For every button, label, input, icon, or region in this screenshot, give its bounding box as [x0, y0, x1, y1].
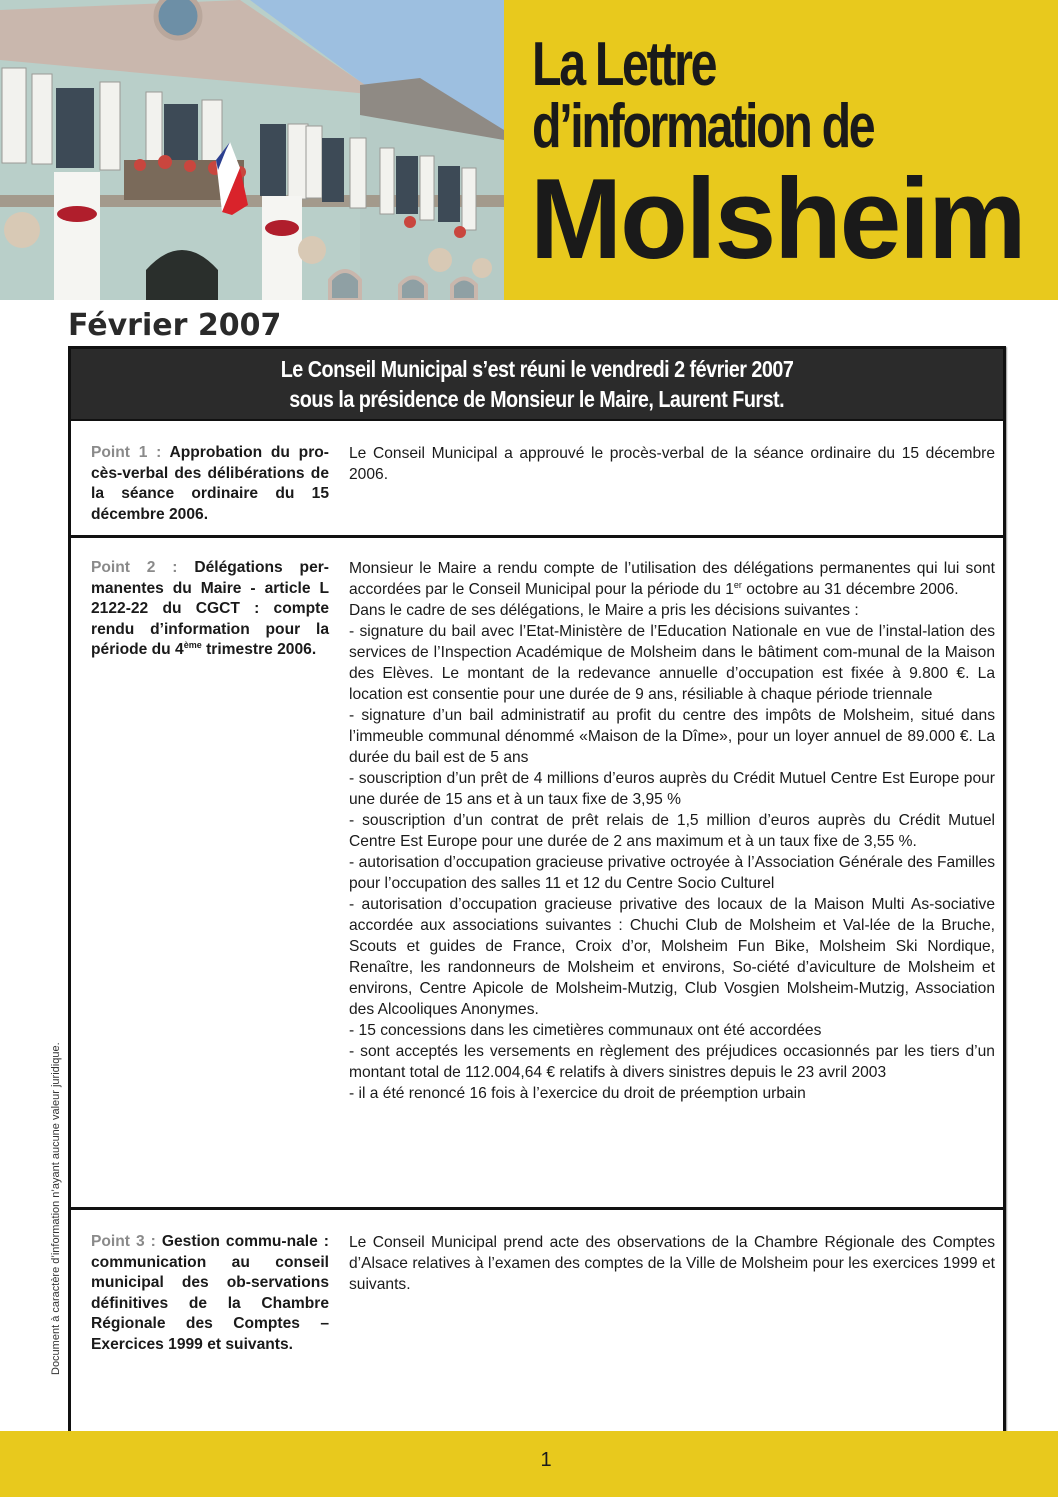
superscript: ème: [183, 640, 202, 651]
decision-item: - signature du bail avec l’Etat-Ministère de l’Education Nationale en vue de l’instal-lation des services de l’Inspection Académique de Molsheim dans le bâtiment com-munal de la Maison des Elèves. Le montant de la redevance annuelle d’occupation est fixée à 9.800 €. La location est consentie pour une durée de 9 ans, résiliable à chaque période triennale: [349, 623, 995, 703]
decision-item: - 15 concessions dans les cimetières communaux ont été accordées: [349, 1022, 822, 1039]
point-label: Point 2 :: [91, 559, 195, 576]
decision-item: - souscription d’un contrat de prêt relais de 1,5 million d’euros auprès du Crédit Mutuel Centre Est Europe pour une durée de 2 ans maximum et à un taux fixe de 3,55 %.: [349, 812, 995, 850]
point-title: [91, 1232, 329, 1356]
point-paragraph: [349, 558, 995, 600]
point-label: Point 3 :: [91, 1233, 162, 1250]
issue-date: Février 2007: [68, 308, 282, 343]
banner-line-1: Le Conseil Municipal s’est réuni le vendredi 2 février 2007: [280, 356, 794, 382]
decision-item: - autorisation d’occupation gracieuse privative octroyée à l’Association Générale des Familles pour l’occupation des salles 11 et 12 du Centre Socio Culturel: [349, 854, 995, 892]
meeting-banner: [71, 349, 1003, 421]
point-label: Point 1 :: [91, 444, 170, 461]
council-minutes-table: [68, 346, 1006, 1436]
point-heading: Gestion commu-nale : communication au conseil municipal des ob-servations définitives de la Chambre Régionale des Comptes – Exercices 1999 et suivants.: [91, 1233, 329, 1353]
legal-disclaimer: Document à caractère d’information n’ayant aucune valeur juridique.: [50, 1042, 62, 1375]
town-hall-photo: [0, 0, 504, 300]
point-heading: Délégations per-manentes du Maire - article L 2122-22 du CGCT : compte rendu d’information pour la période du 4: [91, 559, 329, 659]
point-paragraph: Le Conseil Municipal a approuvé le procès-verbal de la séance ordinaire du 15 décembre 2006.: [349, 445, 995, 483]
point-body: [349, 443, 995, 485]
town-hall-photo-icon: [0, 0, 504, 300]
point-paragraph: Dans le cadre de ses délégations, le Maire a pris les décisions suivantes :: [349, 602, 859, 619]
masthead-title-line2: d’information de: [532, 92, 874, 161]
point-title: [91, 443, 329, 525]
footer-bar: [0, 1431, 1058, 1497]
point-heading: Approbation du pro-cès-verbal des délibérations de la séance ordinaire du 15 décembre 2006.: [91, 444, 329, 523]
masthead-title-line1: La Lettre: [532, 30, 716, 99]
decision-item: - sont acceptés les versements en règlement des préjudices occasionnés par les tiers d’un montant total de 112.004,64 € relatifs à divers sinistres depuis le 23 avril 2003: [349, 1043, 995, 1081]
point-row-1: [71, 419, 1003, 535]
banner-line-2: sous la présidence de Monsieur le Maire, Laurent Furst.: [289, 386, 785, 412]
point-body: [349, 1232, 995, 1295]
masthead-title-town: Molsheim: [530, 156, 1025, 283]
intro-text-end: octobre au 31 décembre 2006.: [741, 581, 959, 598]
decision-item: - souscription d’un prêt de 4 millions d’euros auprès du Crédit Mutuel Centre Est Europe pour une durée de 15 ans et à un taux fixe de 3,95 %: [349, 770, 995, 808]
page-number: 1: [540, 1449, 552, 1471]
point-body: [349, 558, 995, 1104]
decision-item: - autorisation d’occupation gracieuse privative des locaux de la Maison Multi As-sociative accordée aux associations suivantes : Chuchi Club de Molsheim et Val-lée de la Bruche, Scouts et guides de France, Croix d’or, Molsheim Fun Bike, Molsheim Ski Nordique, Renaître, les randonneurs de Molsheim et environs, So-ciété d’aviculture de Molsheim et environs, Centre Apicole de Molsheim-Mutzig, Club Vosgien Molsheim-Mutzig, Association des Alcooliques Anonymes.: [349, 896, 995, 1018]
intro-text: Monsieur le Maire a rendu compte de l’utilisation des délégations permanentes qui lui sont accordées par le Conseil Municipal pour la période du 1: [349, 560, 995, 598]
superscript: er: [733, 580, 742, 590]
point-heading-end: trimestre 2006.: [201, 641, 317, 659]
masthead: [504, 0, 1058, 300]
point-title: [91, 558, 329, 661]
point-paragraph: Le Conseil Municipal prend acte des observations de la Chambre Régionale des Comptes d’Alsace relatives à l’examen des comptes de la Ville de Molsheim pour les exercices 1999 et suivants.: [349, 1234, 995, 1293]
decision-item: - il a été renoncé 16 fois à l’exercice du droit de préemption urbain: [349, 1085, 806, 1102]
point-row-2: [71, 535, 1003, 1210]
decision-item: - signature d’un bail administratif au profit du centre des impôts de Molsheim, situé dans l’immeuble communal dénommé «Maison de la Dîme», pour un loyer annuel de 89.000 €. La durée du bail est de 5 ans: [349, 707, 995, 766]
point-row-3: [71, 1207, 1003, 1436]
